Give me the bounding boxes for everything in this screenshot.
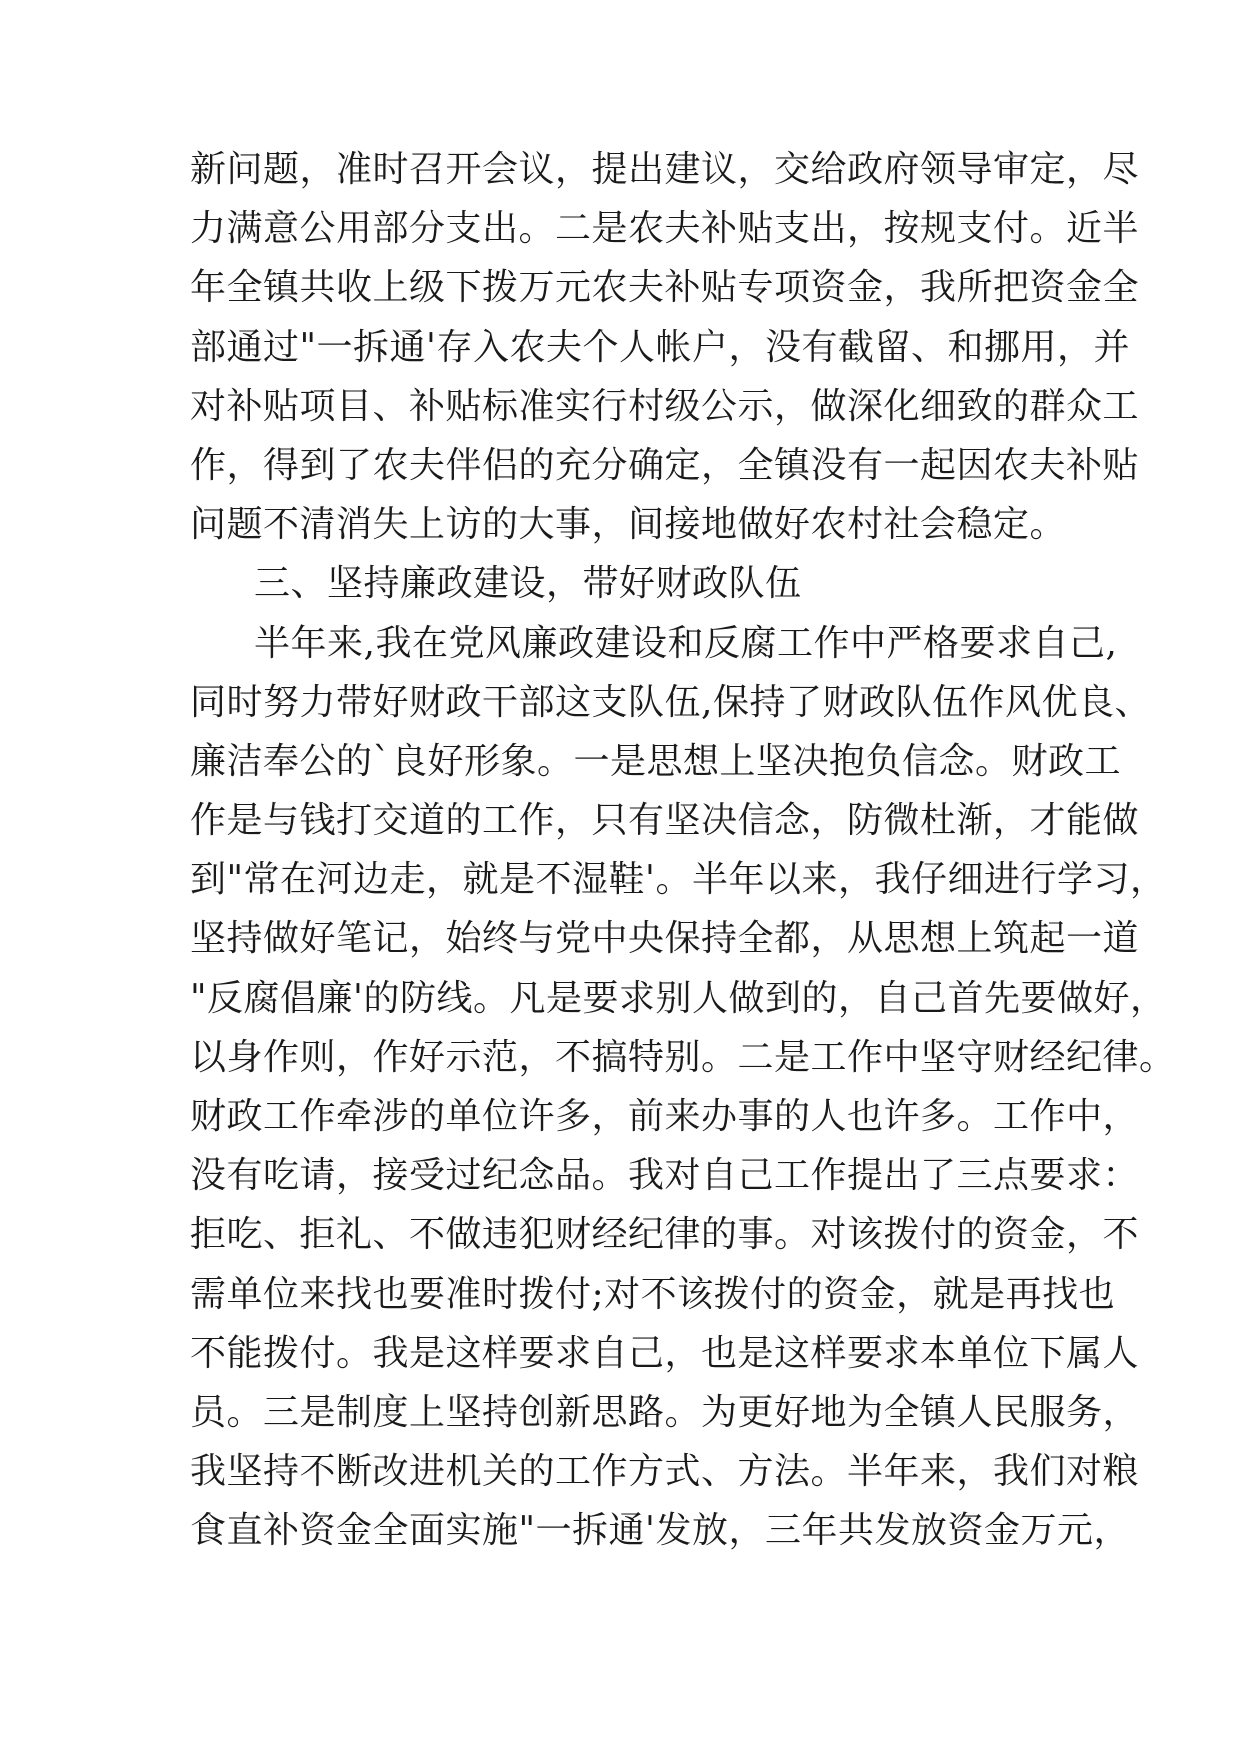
text-line: 拒吃、拒礼、不做违犯财经纪律的事。对该拨付的资金，不 bbox=[190, 1214, 1140, 1256]
text-line: 同时努力带好财政干部这支队伍,保持了财政队伍作风优良、 bbox=[190, 681, 1151, 723]
text-line: 半年来,我在党风廉政建设和反腐工作中严格要求自己, bbox=[254, 622, 1118, 664]
text-line: 财政工作牵涉的单位许多，前来办事的人也许多。工作中， bbox=[190, 1096, 1140, 1137]
text-line: 需单位来找也要准时拨付;对不该拨付的资金，就是再找也 bbox=[190, 1273, 1116, 1315]
text-line: 作，得到了农夫伴侣的充分确定，全镇没有一起因农夫补贴 bbox=[190, 444, 1140, 486]
text-line: 食直补资金全面实施"一拆通'发放，三年共发放资金万元， bbox=[190, 1510, 1130, 1552]
text-line: "反腐倡廉'的防线。凡是要求别人做到的，自己首先要做好， bbox=[190, 977, 1167, 1019]
text-line: 坚持做好笔记，始终与党中央保持全都，从思想上筑起一道 bbox=[190, 918, 1140, 960]
text-line: 新问题，准时召开会议，提出建议，交给政府领导审定，尽 bbox=[190, 149, 1140, 190]
text-line: 力满意公用部分支出。二是农夫补贴支出，按规支付。近半 bbox=[190, 208, 1140, 250]
text-line: 到"常在河边走，就是不湿鞋'。半年以来，我仔细进行学习， bbox=[190, 859, 1167, 901]
section-heading: 三、坚持廉政建设，带好财政队伍 bbox=[254, 563, 802, 605]
text-line: 员。三是制度上坚持创新思路。为更好地为全镇人民服务， bbox=[190, 1391, 1140, 1433]
text-line: 以身作则，作好示范，不搞特别。二是工作中坚守财经纪律。 bbox=[190, 1036, 1176, 1078]
text-line: 不能拨付。我是这样要求自己，也是这样要求本单位下属人 bbox=[190, 1332, 1140, 1374]
text-line: 没有吃请，接受过纪念品。我对自己工作提出了三点要求： bbox=[190, 1155, 1140, 1197]
text-line: 问题不清消失上访的大事，间接地做好农村社会稳定。 bbox=[190, 504, 1067, 546]
text-line: 作是与钱打交道的工作，只有坚决信念，防微杜渐，才能做 bbox=[190, 800, 1140, 842]
document-page bbox=[190, 140, 1176, 1561]
text-line: 部通过"一拆通'存入农夫个人帐户，没有截留、和挪用，并 bbox=[190, 326, 1130, 368]
text-line: 廉洁奉公的`良好形象。一是思想上坚决抱负信念。财政工 bbox=[190, 740, 1122, 782]
text-line: 对补贴项目、补贴标准实行村级公示，做深化细致的群众工 bbox=[190, 385, 1140, 427]
text-line: 我坚持不断改进机关的工作方式、方法。半年来，我们对粮 bbox=[190, 1451, 1140, 1493]
text-line: 年全镇共收上级下拨万元农夫补贴专项资金，我所把资金全 bbox=[190, 267, 1140, 309]
